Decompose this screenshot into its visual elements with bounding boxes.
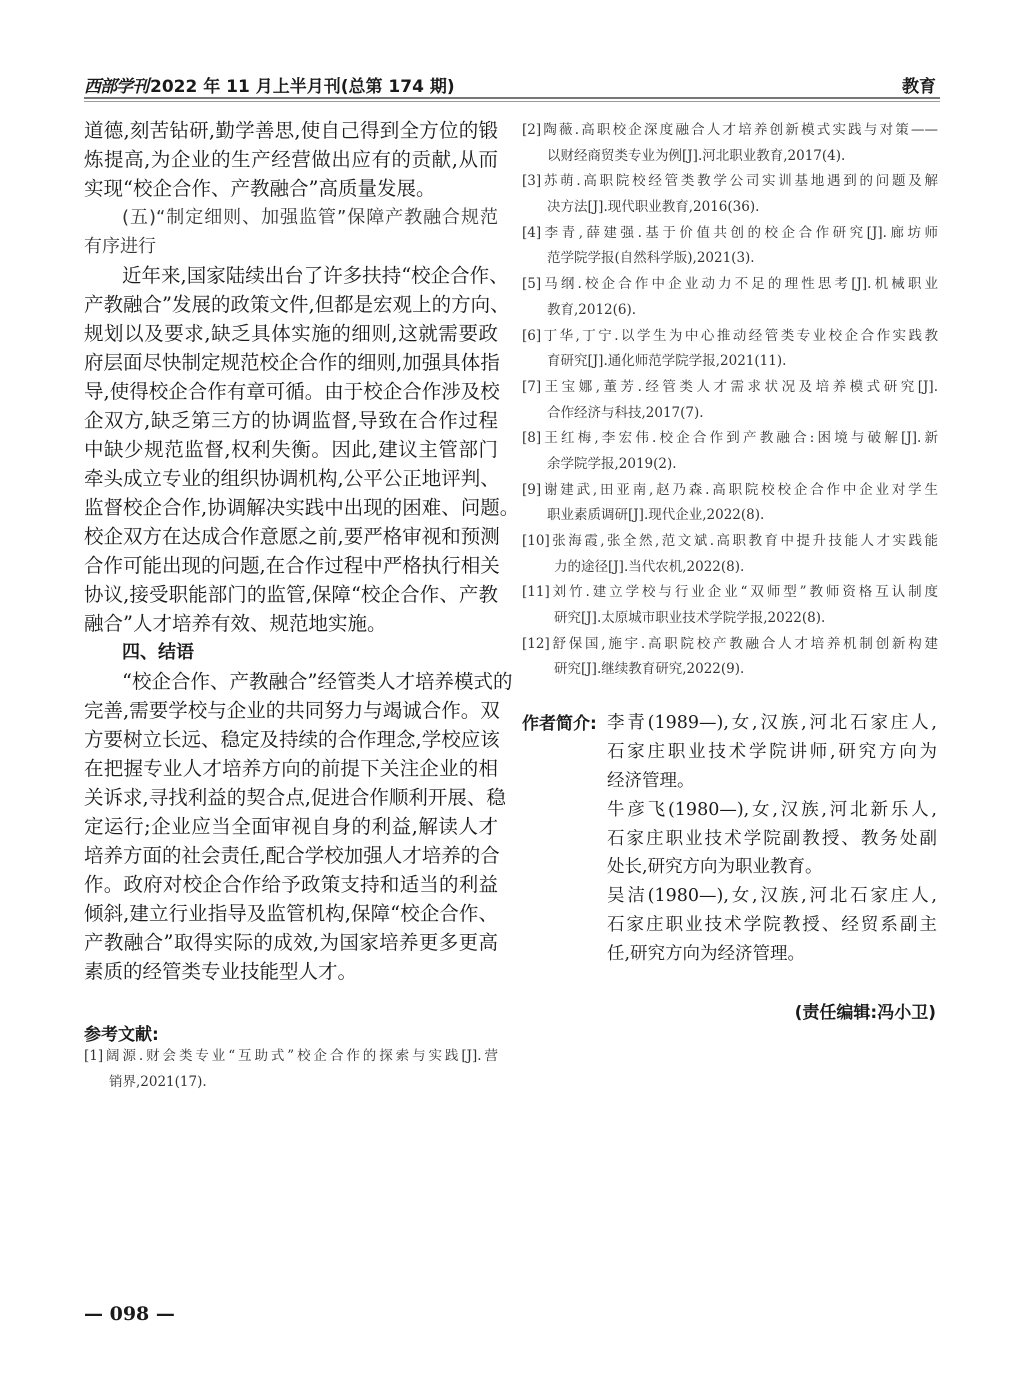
reference-item: [11]刘竹.建立学校与行业企业“双师型”教师资格互认制度 [522,584,938,601]
reference-item: [1]阔源.财会类专业“互助式”校企合作的探索与实践[J].营 [84,1048,498,1064]
author-bio-line: 牛彦飞(1980—),女,汉族,河北新乐人, [607,799,937,820]
reference-item: [2]陶薇.高职校企深度融合人才培养创新模式实践与对策—— [522,122,938,138]
references-right [522,118,938,683]
body-line: 企双方,缺乏第三方的协调监督,导致在合作过程 [84,409,498,432]
body-line: 校企双方在达成合作意愿之前,要严格审视和预测 [84,525,500,548]
header-rule [84,97,940,102]
reference-item: [5]马纲.校企合作中企业动力不足的理性思考[J].机械职业 [522,276,938,293]
body-line: 融合”人才培养有效、规范地实施。 [84,612,387,635]
body-line: 完善,需要学校与企业的共同努力与竭诚合作。双 [84,699,500,722]
body-line: 产教融合”取得实际的成效,为国家培养更多更高 [84,931,498,954]
body-line: 府层面尽快制定规范校企合作的细则,加强具体指 [84,351,500,374]
author-bio-line: 吴洁(1980—),女,汉族,河北石家庄人, [607,886,937,907]
running-header [84,72,455,97]
author-intro [607,709,937,969]
body-line: 方要树立长远、稳定及持续的合作理念,学校应该 [84,728,500,751]
body-line: 培养方面的社会责任,配合学校加强人才培养的合 [84,844,500,867]
body-line: 协议,接受职能部门的监管,保障“校企合作、产教 [84,583,498,606]
author-bio-line: 任,研究方向为经济管理。 [607,944,806,965]
section-name: 教育 [902,77,936,97]
subheading-line: 有序进行 [84,236,156,257]
journal-logo: 西部学刊 [84,77,148,97]
reference-item: 余学院学报,2019(2). [547,455,677,472]
body-line: 道德,刻苦钻研,勤学善思,使自己得到全方位的锻 [84,119,498,142]
reference-item: 职业素质调研[J].现代企业,2022(8). [547,507,765,524]
reference-item: [10]张海霞,张全然,范文斌.高职教育中提升技能人才实践能 [522,533,938,549]
body-line: 在把握专业人才培养方向的前提下关注企业的相 [84,757,498,780]
reference-item: [4]李青,薛建强.基于价值共创的校企合作研究[J].廊坊师 [522,224,938,241]
body-line: 导,使得校企合作有章可循。由于校企合作涉及校 [84,380,500,403]
reference-item: [6]丁华,丁宁.以学生为中心推动经管类专业校企合作实践教 [522,327,938,344]
author-bio-line: 石家庄职业技术学院副教授、教务处副 [607,828,937,849]
reference-item: 销界,2021(17). [109,1073,207,1090]
author-bio-line: 石家庄职业技术学院讲师,研究方向为 [607,741,937,762]
author-bio-line: 石家庄职业技术学院教授、经贸系副主 [607,915,937,936]
body-line: 近年来,国家陆续出台了许多扶持“校企合作、 [122,264,509,287]
body-line: 倾斜,建立行业指导及监管机构,保障“校企合作、 [84,902,498,925]
subheading-line: (五)“制定细则、加强监管”保障产教融合规范 [122,207,498,228]
body-line: 规划以及要求,缺乏具体实施的细则,这就需要政 [84,322,498,345]
references-left [84,1044,498,1095]
body-line: 合作可能出现的问题,在合作过程中严格执行相关 [84,554,500,577]
reference-item: [9]谢建武,田亚南,赵乃森.高职院校校企合作中企业对学生 [522,481,938,498]
body-line: 实现“校企合作、产教融合”高质量发展。 [84,177,436,200]
body-line: “校企合作、产教融合”经管类人才培养模式的 [122,670,513,693]
reference-item: [7]王宝娜,董芳.经管类人才需求状况及培养模式研究[J]. [522,378,938,395]
references-title: 参考文献: [84,1025,159,1045]
author-bio-line: 李青(1989—),女,汉族,河北石家庄人, [607,713,937,733]
body-line: 监督校企合作,协调解决实践中出现的困难、问题。 [84,496,520,519]
reference-item: [12]舒保国,施宇.高职院校产教融合人才培养机制创新构建 [522,635,938,652]
reference-item: [8]王红梅,李宏伟.校企合作到产教融合:困境与破解[J].新 [522,430,938,447]
reference-item: 决方法[J].现代职业教育,2016(36). [547,199,760,216]
page-number: — 098 — [84,1303,175,1325]
reference-item: 研究[J].继续教育研究,2022(9). [554,661,745,678]
body-line: 中缺少规范监督,权利失衡。因此,建议主管部门 [84,438,498,461]
responsible-editor: (责任编辑:冯小卫) [794,1003,936,1023]
body-line: 作。政府对校企合作给予政策支持和适当的利益 [84,873,498,896]
reference-item: 合作经济与科技,2017(7). [547,404,704,421]
body-line: 炼提高,为企业的生产经营做出应有的贡献,从而 [84,148,498,171]
reference-item: 以财经商贸类专业为例[J].河北职业教育,2017(4). [547,147,846,164]
body-line: 关诉求,寻找利益的契合点,促进合作顺利开展、稳 [84,786,506,809]
body-line: 素质的经管类专业技能型人才。 [84,960,358,983]
author-bio-line: 处长,研究方向为职业教育。 [607,857,823,878]
body-line: 产教融合”发展的政策文件,但都是宏观上的方向、 [84,293,510,316]
reference-item: 教育,2012(6). [547,301,637,318]
reference-item: 范学院学报(自然科学版),2021(3). [547,250,755,267]
reference-item: [3]苏萌.高职院校经管类教学公司实训基地遇到的问题及解 [522,173,938,190]
body-line: 定运行;企业应当全面审视自身的利益,解读人才 [84,815,498,838]
body-line: 牵头成立专业的组织协调机构,公平公正地评判、 [84,467,500,490]
issue-info: 2022 年 11 月上半月刊(总第 174 期) [150,77,455,97]
author-intro-label: 作者简介: [522,714,597,734]
reference-item: 育研究[J].通化师范学院学报,2021(11). [547,353,787,370]
left-column [84,116,520,986]
reference-item: 研究[J].太原城市职业技术学院学报,2022(8). [554,610,826,627]
author-bio-line: 经济管理。 [607,770,695,791]
section-heading: 四、结语 [122,642,194,663]
reference-item: 力的途径[J].当代农机,2022(8). [554,558,745,575]
